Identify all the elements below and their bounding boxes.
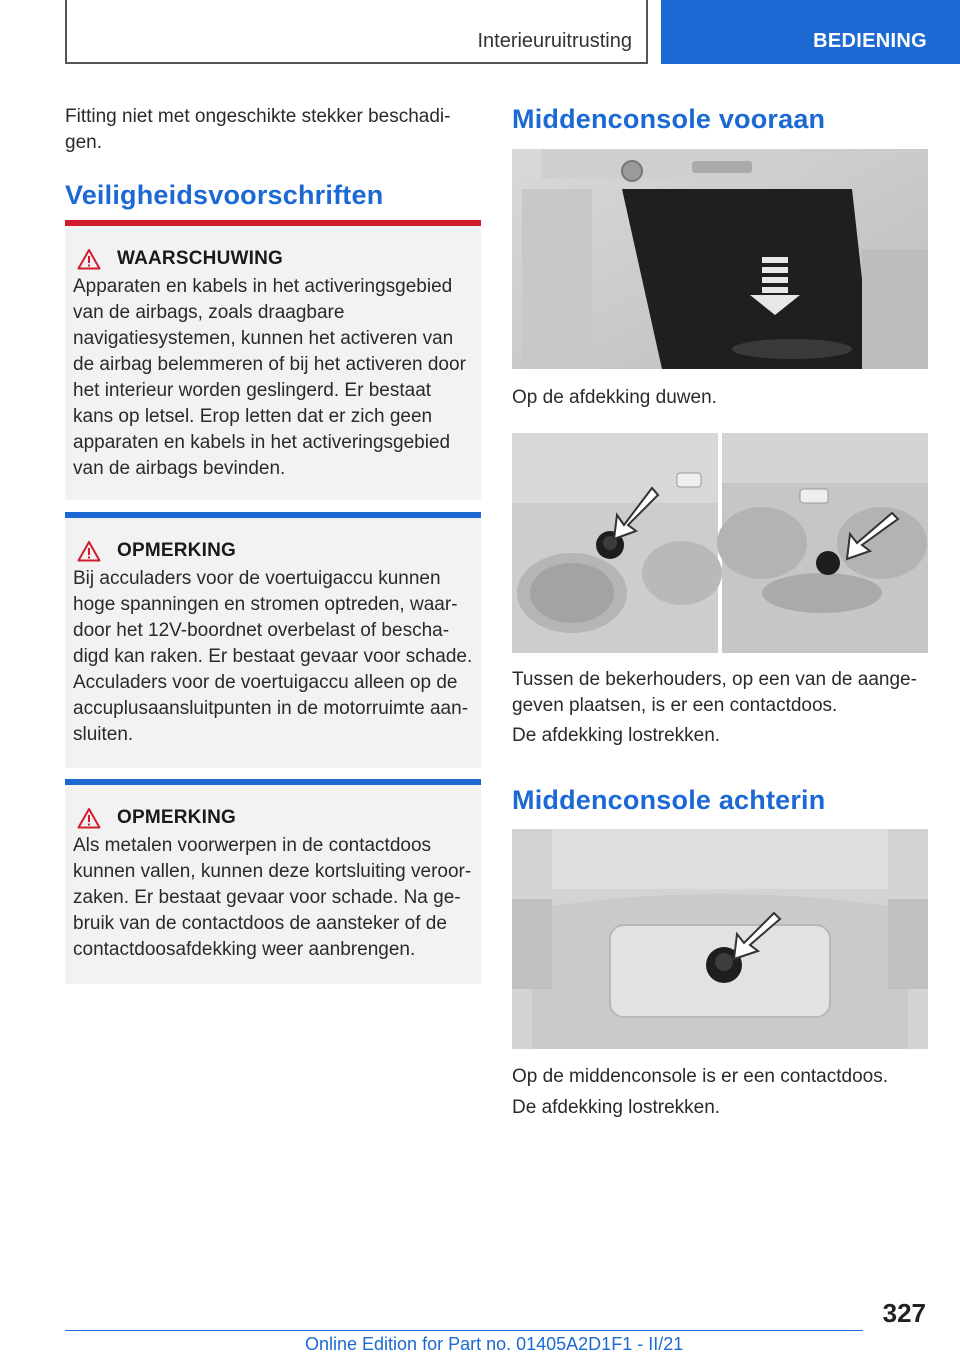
notice-box-2	[65, 779, 481, 984]
safety-heading: Veiligheidsvoorschriften	[65, 180, 384, 210]
warning-triangle-icon	[77, 248, 101, 270]
header-section	[65, 0, 648, 64]
notice-title-2: OPMERKING	[117, 807, 236, 828]
notice-triangle-icon	[77, 540, 101, 562]
warning-text: Apparaten en kabels in het activeringsgebied van de airbags, zoals draagbare navigatiesystemen, kunnen het activeren van de airbag belemmeren of bij het activeren door het interieur worden geslingerd. Er bestaat kans op letsel. Erop letten dat er zich geen apparaten en kabels in het activeringsgebied van de airbags bevinden.	[73, 276, 466, 479]
front-caption-2: Tussen de bekerhouders, op een van de aangegeven plaatsen, is er een contactdoos.	[512, 669, 917, 716]
chapter-title: BEDIENING	[813, 30, 927, 52]
rear-caption-1: Op de middenconsole is er een contactdoos.	[512, 1066, 889, 1087]
front-caption-3: De afdekking lostrekken.	[512, 725, 721, 746]
notice-title-1: OPMERKING	[117, 540, 236, 561]
notice-text-2: Als metalen voorwerpen in de contactdoos kunnen vallen, kunnen deze kortsluiting veroorzaken. Er bestaat gevaar voor schade. Na gebruik van de contactdoos de aansteker of de contactdoosafdekking weer aanbrengen.	[73, 835, 472, 960]
page-number: 327	[882, 1298, 926, 1328]
notice-triangle-icon	[77, 807, 101, 829]
notice-text-1: Bij acculaders voor de voertuigaccu kunnen hoge spanningen en stromen optreden, waardoor het 12V-boordnet overbelast of beschadigd kan raken. Er bestaat gevaar voor schade. Acculaders voor de voertuigaccu alleen op de accuplusaansluitpunten in de motorruimte aansluiten.	[73, 568, 473, 745]
front-console-photo	[512, 149, 928, 369]
warning-box	[65, 220, 481, 500]
header-chapter	[661, 0, 960, 64]
section-title: Interieuruitrusting	[477, 30, 632, 52]
footer-rule	[65, 1330, 863, 1331]
rear-console-heading: Middenconsole achterin	[512, 785, 826, 815]
rear-caption-2: De afdekking lostrekken.	[512, 1097, 721, 1118]
front-console-heading: Middenconsole vooraan	[512, 104, 826, 134]
intro-text: Fitting niet met ongeschikte stekker beschadigen.	[65, 106, 451, 153]
notice-box-1	[65, 512, 481, 768]
rear-console-photo	[512, 829, 928, 1049]
cupholder-photos	[512, 433, 928, 653]
front-caption-1: Op de afdekking duwen.	[512, 387, 717, 408]
footer-edition: Online Edition for Part no. 01405A2D1F1 - II/21	[305, 1334, 684, 1354]
warning-title: WAARSCHUWING	[117, 248, 283, 269]
